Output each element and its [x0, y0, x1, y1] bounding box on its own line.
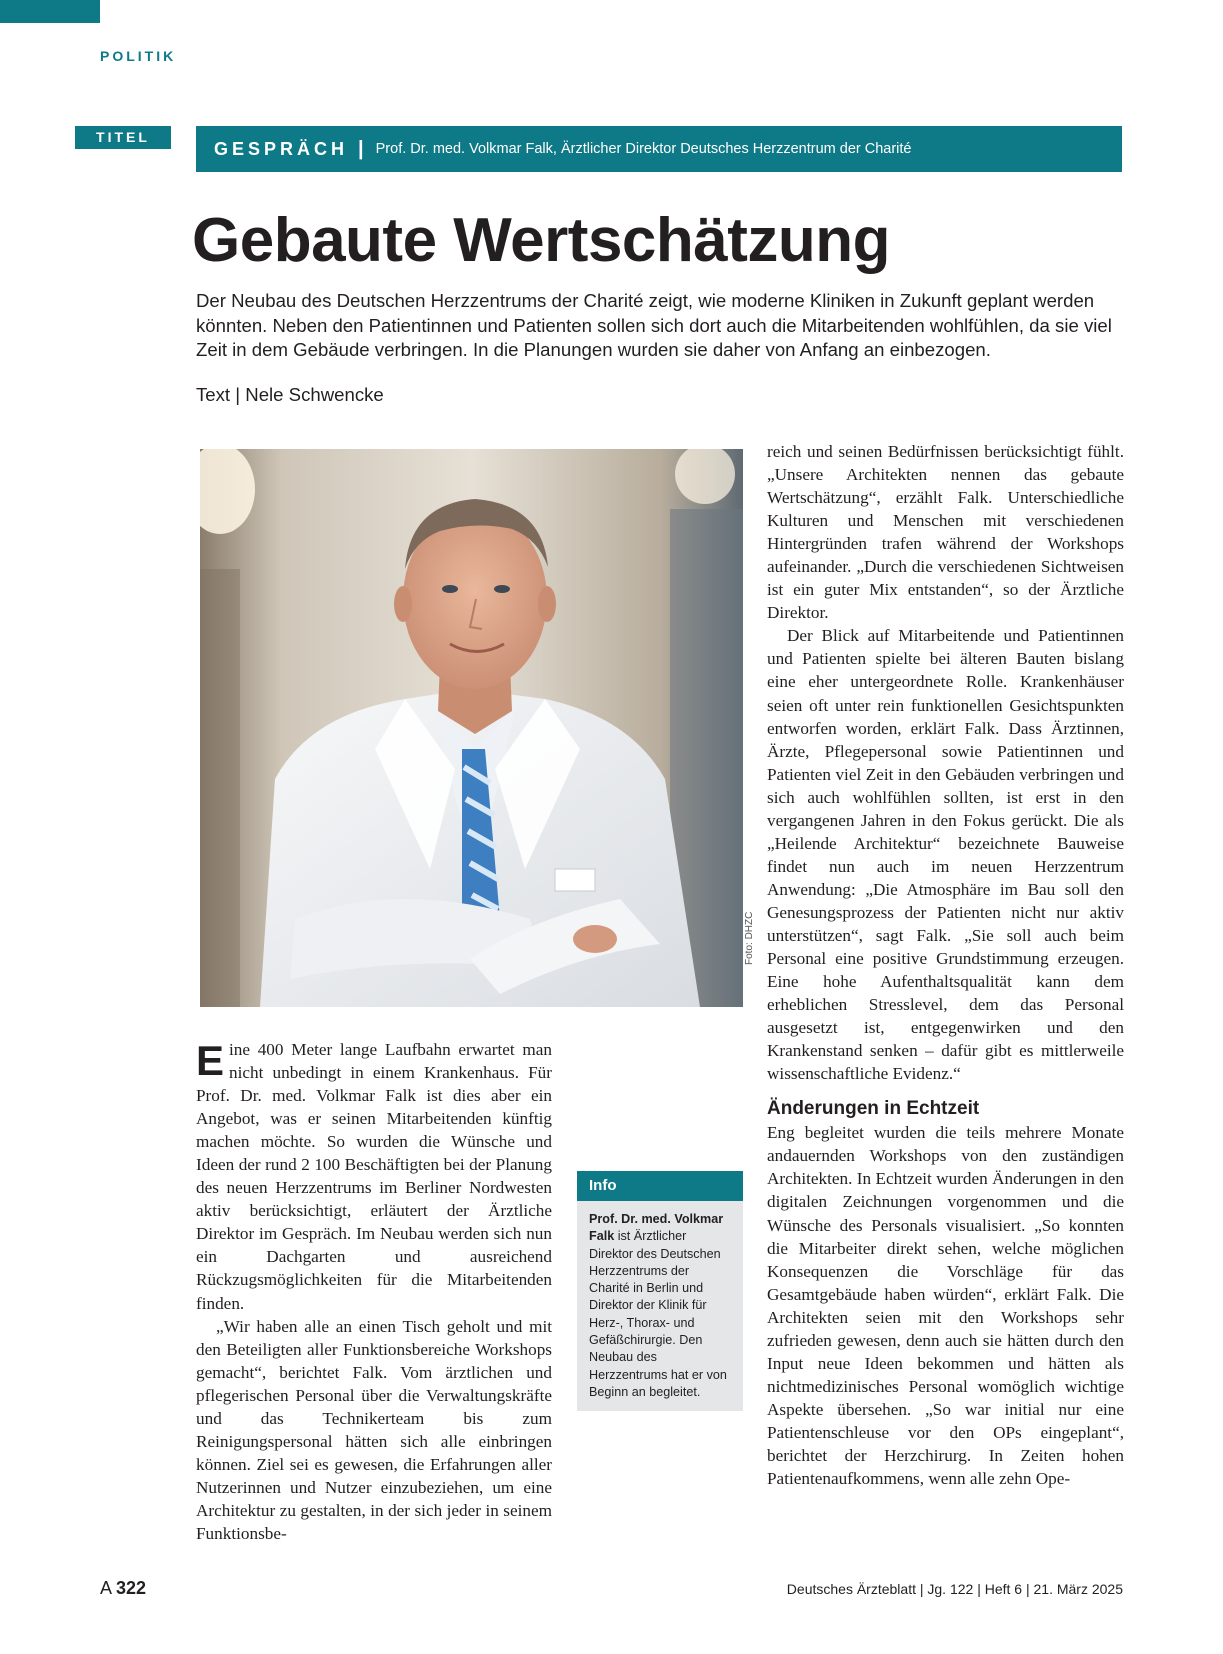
article-paragraph-3: reich und seinen Bedürfnissen berücksichtigt fühlt. „Unsere Architekten nennen das gebaute Wertschätzung“, erzählt Falk. Unterschiedliche Kulturen und Menschen mit verschiedenen Hintergründen trafen während der Workshops aufeinander. „Durch die verschiedenen Sichtweisen ist ein guter Mix entstanden“, so der Ärztliche Direktor. — [767, 442, 1124, 623]
publication-info: Deutsches Ärzteblatt | Jg. 122 | Heft 6 | 21. März 2025 — [786, 1581, 1123, 1597]
paragraph-1-text: ine 400 Meter lange Laufbahn erwartet man nicht unbedingt in einem Krankenhaus. Für Prof. Dr. med. Volkmar Falk ist dies aber ein Angebot, was er seinen Mitarbeitenden künftig machen möchte. So wurden die Wünsche und Ideen der rund 2 100 Beschäftigten bei der Planung des neuen Herzzentrums im Berliner Nordwesten aktiv berücksichtigt, erläutert der Ärztliche Direktor im Gespräch. Im Neubau werden sich nun ein Dachgarten und ausreichend Rückzugsmöglichkeiten für die Mitarbeitenden finden. — [196, 1040, 552, 1313]
article-subheading: Änderungen in Echtzeit — [767, 1098, 980, 1120]
byline: Text | Nele Schwencke — [196, 384, 384, 405]
article-paragraph-4: Der Blick auf Mitarbeitende und Patientinnen und Patienten spielte bei älteren Bauten bislang eine eher untergeordnete Rolle. Krankenhäuser seien oft unter rein funktionellen Gesichtspunkten entworfen worden, erklärt Falk. Dass Ärztinnen, Ärzte, Pflegepersonal sowie Patientinnen und Patienten viel Zeit in den Gebäuden verbringen und sich auch wohlfühlen sollten, ist erst in den vergangenen Jahren in den Fokus gerückt. Die als „Heilende Architektur“ bezeichnete Bauweise findet nun auch im neuen Herzzentrum Anwendung: „Die Atmosphäre im Bau soll den Genesungsprozess der Patienten nicht nur aktiv unterstützen“, sagt Falk. „Sie soll auch beim Personal eine positive Grundstimmung erzeugen. Eine hohe Aufenthaltsqualität kann dem erheblichen Stresslevel, dem das Personal ausgesetzt ist, entgegenwirken und den Krankenstand senken – dafür gibt es mittlerweile wissenschaftliche Evidenz.“ — [767, 626, 1124, 1084]
info-box — [577, 1171, 743, 1411]
article-paragraph-5: Eng begleitet wurden die teils mehrere Monate andauernden Workshops von den zuständigen Architekten. In Echtzeit wurden Änderungen in den digitalen Zeichnungen vorgenommen und die Wünsche des Personals visualisiert. „So konnten die Mitarbeiter direkt sehen, welche möglichen Konsequenzen die Vorschläge für das Gesamtgebäude haben würden“, erklärt Falk. Die Architekten seien mit den Workshops sehr zufrieden gewesen, denn auch sie hätten durch den Input neue Ideen bekommen und hätten als nichtmedizinisches Personal womöglich wichtige Aspekte übersehen. „So war initial nur eine Patientenschleuse vor den OPs eingeplant“, berichtet der Herzchirurg. In Zeiten hohen Patientenaufkommens, wenn alle zehn Ope- — [767, 1123, 1124, 1489]
info-box-text: ist Ärztlicher Direktor des Deutschen Herzzentrums der Charité in Berlin und Direktor der Klinik für Herz-, Thorax- und Gefäßchirurgie. Den Neubau des Herzzentrums hat er von Beginn an begleitet. — [589, 1229, 727, 1399]
article-paragraph-2: „Wir haben alle an einen Tisch geholt und mit den Beteiligten aller Funktionsbereiche Workshops gemacht“, berichtet Falk. Vom ärztlichen und pflegerischen Personal über die Verwaltungskräfte und das Technikerteam bis zum Reinigungspersonal hätten sich alle einbringen können. Ziel sei es gewesen, die Erfahrungen aller Nutzerinnen und Nutzer einzubeziehen, um eine Architektur zu gestalten, in der sich jeder in seinem Funktionsbe- — [196, 1316, 552, 1543]
info-box-name: Prof. Dr. med. Volkmar Falk — [589, 1212, 724, 1244]
article-paragraph-1 — [196, 1038, 552, 1315]
portrait-photo — [200, 449, 743, 1007]
article-column-right — [767, 440, 1124, 1490]
page-number-value: 322 — [116, 1578, 147, 1598]
interviewee-line: Prof. Dr. med. Volkmar Falk, Ärztlicher Direktor Deutsches Herzzentrum der Charité — [375, 141, 912, 157]
section-label: POLITIK — [100, 48, 177, 64]
portrait-illustration — [200, 449, 743, 1007]
page-number — [100, 1578, 146, 1599]
article-lead: Der Neubau des Deutschen Herzzentrums der Charité zeigt, wie moderne Kliniken in Zukunft geplant werden könnten. Neben den Patientinnen und Patienten sollen sich dort auch die Mitarbeitenden wohlfühlen, da sie viel Zeit in dem Gebäude verbringen. In die Planungen wurden sie daher von Anfang an einbezogen. — [196, 290, 1112, 360]
header-separator: | — [358, 137, 364, 160]
photo-credit: Foto: DHZC — [744, 911, 755, 965]
page-prefix: A — [100, 1578, 112, 1598]
article-headline: Gebaute Wertschätzung — [192, 206, 891, 275]
interview-header-band — [196, 126, 1122, 172]
top-accent-bar — [0, 0, 100, 23]
info-box-title: Info — [577, 1171, 743, 1201]
interview-kind: GESPRÄCH — [214, 138, 349, 159]
info-box-body — [577, 1201, 743, 1401]
titel-tag: TITEL — [75, 126, 171, 149]
drop-cap: E — [196, 1037, 225, 1084]
article-column-left — [196, 1038, 552, 1545]
